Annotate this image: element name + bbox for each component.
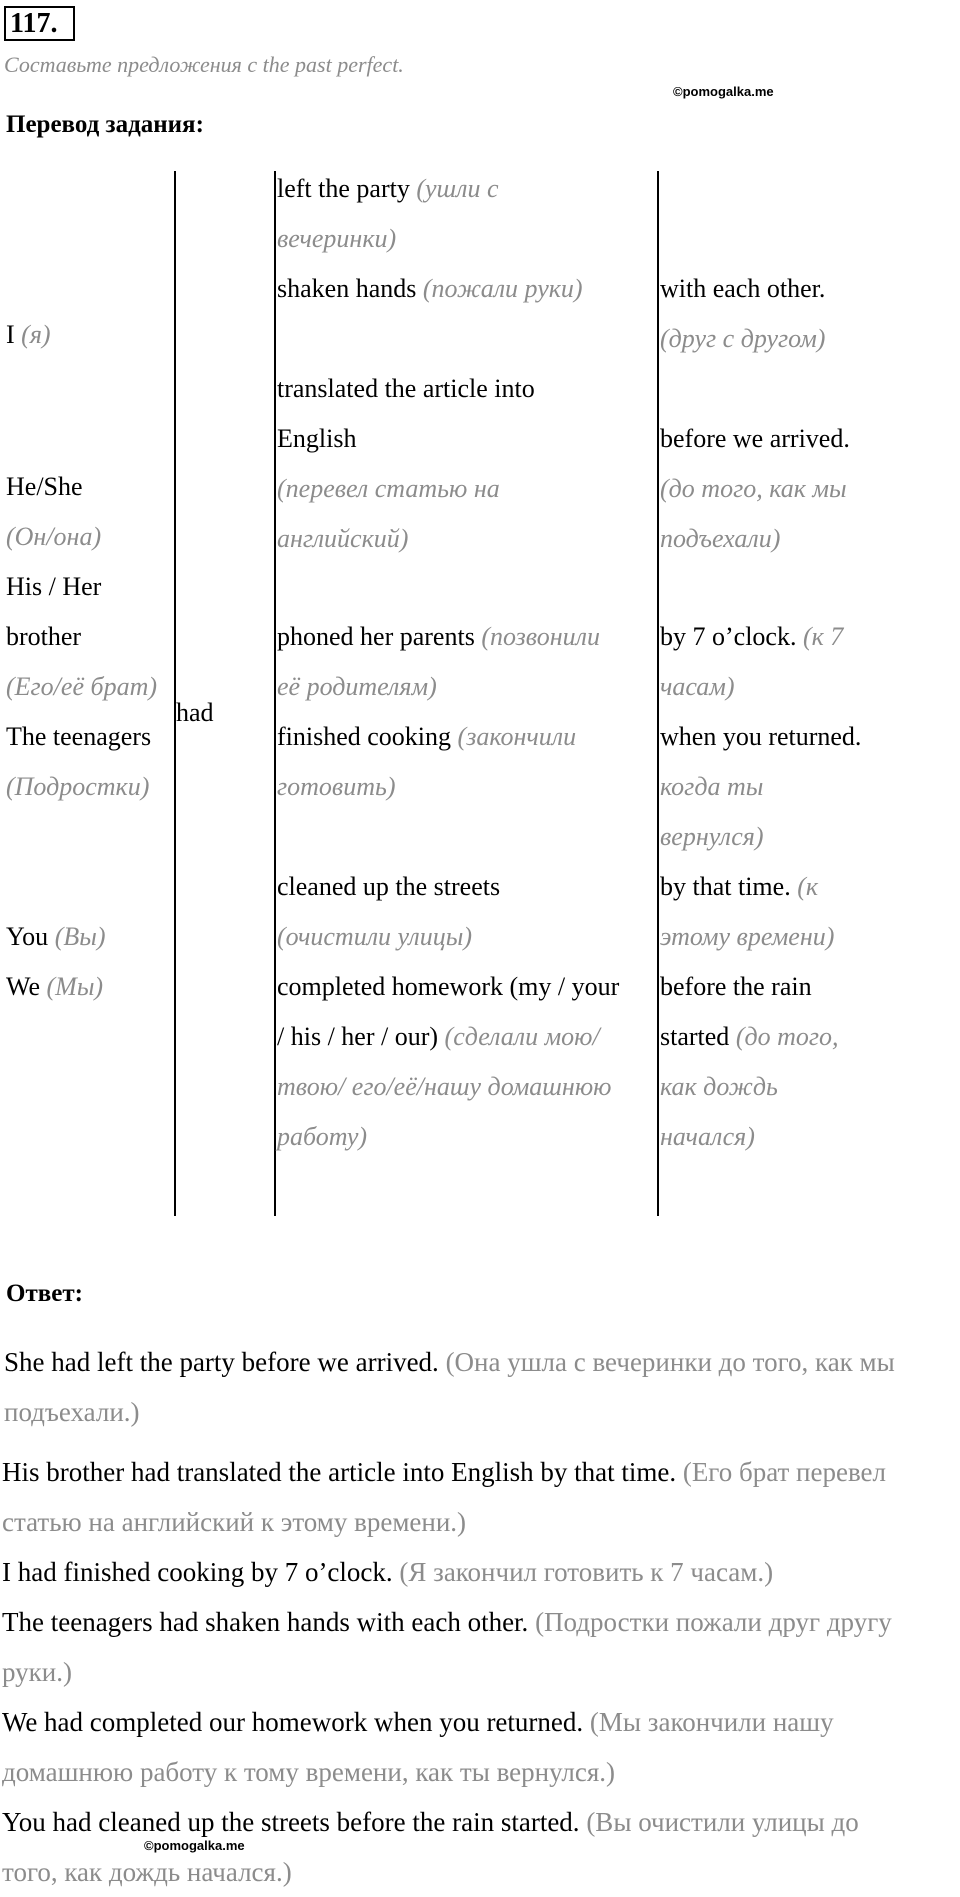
cell-russian-text: готовить) <box>277 772 396 801</box>
table-cell-col1-6 <box>6 712 151 762</box>
answer-line <box>4 1387 140 1437</box>
table-cell-col4-0 <box>660 264 825 314</box>
cell-russian-text: (Мы) <box>46 972 104 1001</box>
answer-line <box>2 1547 773 1597</box>
answer-russian-text: (Подростки пожали друг другу <box>535 1607 892 1637</box>
cell-russian-text: подъехали) <box>660 524 781 553</box>
watermark-bottom: ©pomogalka.me <box>144 1838 245 1853</box>
table-cell-col1-3 <box>6 562 101 612</box>
answer-line <box>2 1847 292 1897</box>
table-cell-col3-12 <box>277 912 472 962</box>
answer-russian-text: (Мы закончили нашу <box>589 1707 834 1737</box>
table-cell-col1-1 <box>6 462 83 512</box>
cell-english-text: You <box>6 922 49 951</box>
table-cell-col3-9 <box>277 712 576 762</box>
cell-russian-text: часам) <box>660 672 735 701</box>
translation-heading: Перевод задания: <box>6 111 204 138</box>
cell-english-text: finished cooking <box>277 722 452 751</box>
answer-russian-text: подъехали.) <box>4 1397 140 1427</box>
answer-line <box>2 1797 859 1847</box>
table-cell-col1-5 <box>6 662 157 712</box>
cell-english-text: cleaned up the streets <box>277 872 501 901</box>
answer-russian-text: (Она ушла с вечеринки до того, как мы <box>445 1347 895 1377</box>
table-cell-col3-15 <box>277 1062 612 1112</box>
table-cell-col4-3 <box>660 464 847 514</box>
cell-english-text: before the rain <box>660 972 812 1001</box>
cell-russian-text: её родителям) <box>277 672 437 701</box>
cell-english-text: started <box>660 1022 730 1051</box>
table-cell-col4-5 <box>660 612 843 662</box>
cell-english-text: completed homework (my / your <box>277 972 620 1001</box>
table-cell-col3-10 <box>277 762 395 812</box>
cell-english-text: with each other. <box>660 274 826 303</box>
table-cell-col4-13 <box>660 1012 839 1062</box>
cell-russian-text: (позвонили <box>481 622 600 651</box>
table-cell-col4-9 <box>660 812 764 862</box>
table-cell-col4-15 <box>660 1112 755 1162</box>
answer-line <box>2 1447 886 1497</box>
answer-russian-text: того, как дождь начался.) <box>2 1857 292 1887</box>
cell-russian-text: (до того, как мы <box>660 474 847 503</box>
cell-russian-text: (до того, <box>735 1022 839 1051</box>
cell-english-text: by that time. <box>660 872 791 901</box>
cell-english-text: phoned her parents <box>277 622 475 651</box>
answer-line <box>2 1697 834 1747</box>
table-cell-col3-7 <box>277 612 600 662</box>
cell-english-text: before we arrived. <box>660 424 850 453</box>
cell-english-text: when you returned. <box>660 722 862 751</box>
table-cell-col4-8 <box>660 762 763 812</box>
answer-english-text: I had finished cooking by 7 o’clock. <box>2 1557 393 1587</box>
answer-line <box>4 1337 895 1387</box>
answer-russian-text: (Я закончил готовить к 7 часам.) <box>399 1557 774 1587</box>
cell-russian-text: (друг с другом) <box>660 324 826 353</box>
cell-english-text: translated the article into <box>277 374 535 403</box>
cell-russian-text: (очистили улицы) <box>277 922 472 951</box>
cell-english-text: by 7 o’clock. <box>660 622 797 651</box>
cell-russian-text: (сделали мою/ <box>444 1022 600 1051</box>
cell-russian-text: вернулся) <box>660 822 764 851</box>
table-cell-col4-4 <box>660 514 780 564</box>
cell-russian-text: вечеринки) <box>277 224 397 253</box>
table-cell-col3-6 <box>277 514 408 564</box>
table-cell-col4-1 <box>660 314 825 364</box>
cell-russian-text: английский) <box>277 524 409 553</box>
answer-russian-text: (Его брат перевел <box>682 1457 887 1487</box>
cell-english-text: The teenagers <box>6 722 152 751</box>
table-cell-col4-6 <box>660 662 735 712</box>
cell-english-text: left the party <box>277 174 410 203</box>
cell-russian-text: твою/ его/её/нашу домашнюю <box>277 1072 612 1101</box>
answer-russian-text: руки.) <box>2 1657 72 1687</box>
table-cell-col3-2 <box>277 264 583 314</box>
table-cell-col4-2 <box>660 414 850 464</box>
exercise-number: 117. <box>4 6 75 41</box>
answer-line <box>2 1647 72 1697</box>
cell-russian-text: (ушли с <box>416 174 499 203</box>
cell-russian-text: (к 7 <box>802 622 844 651</box>
table-cell-col4-14 <box>660 1062 778 1112</box>
answer-line <box>2 1497 466 1547</box>
cell-russian-text: когда ты <box>660 772 764 801</box>
cell-english-text: His / Her <box>6 572 102 601</box>
table-cell-col4-11 <box>660 912 834 962</box>
cell-english-text: We <box>6 972 40 1001</box>
cell-russian-text: (Он/она) <box>6 522 102 551</box>
table-cell-col3-3 <box>277 364 535 414</box>
answer-russian-text: статью на английский к этому времени.) <box>2 1507 467 1537</box>
table-divider-2 <box>274 171 276 1216</box>
answer-english-text: We had completed our homework when you returned. <box>2 1707 584 1737</box>
table-cell-col3-11 <box>277 862 500 912</box>
answer-english-text: The teenagers had shaken hands with each other. <box>2 1607 529 1637</box>
watermark-top: ©pomogalka.me <box>673 84 774 99</box>
cell-russian-text: (перевел статью на <box>277 474 500 503</box>
table-cell-col1-7 <box>6 762 149 812</box>
cell-russian-text: (я) <box>21 320 51 349</box>
answer-english-text: She had left the party before we arrived. <box>4 1347 439 1377</box>
answer-english-text: You had cleaned up the streets before the rain started. <box>2 1807 580 1837</box>
cell-english-text: English <box>277 424 357 453</box>
cell-russian-text: (к <box>797 872 819 901</box>
table-cell-col3-0 <box>277 164 499 214</box>
cell-english-text: He/She <box>6 472 83 501</box>
answer-line <box>2 1747 615 1797</box>
table-cell-col3-14 <box>277 1012 600 1062</box>
exercise-instruction: Составьте предложения с the past perfect. <box>4 52 404 77</box>
table-cell-col1-0 <box>6 310 51 360</box>
table-divider-3 <box>657 171 659 1216</box>
answer-russian-text: (Вы очистили улицы до <box>586 1807 859 1837</box>
table-cell-col3-4 <box>277 414 356 464</box>
table-cell-col1-4 <box>6 612 81 662</box>
table-cell-col3-16 <box>277 1112 367 1162</box>
table-cell-col1-9 <box>6 962 103 1012</box>
table-cell-col1-8 <box>6 912 106 962</box>
table-cell-col4-7 <box>660 712 861 762</box>
cell-russian-text: (Его/её брат) <box>6 672 157 701</box>
cell-russian-text: (пожали руки) <box>422 274 583 303</box>
cell-russian-text: (закончили <box>457 722 577 751</box>
cell-russian-text: (Подростки) <box>6 772 150 801</box>
table-cell-col3-1 <box>277 214 396 264</box>
cell-english-text: / his / her / our) <box>277 1022 439 1051</box>
answer-line <box>2 1597 892 1647</box>
cell-english-text: shaken hands <box>277 274 417 303</box>
cell-english-text: brother <box>6 622 82 651</box>
table-cell-col1-2 <box>6 512 101 562</box>
table-cell-col3-5 <box>277 464 500 514</box>
table-cell-col4-12 <box>660 962 812 1012</box>
cell-english-text: I <box>6 320 15 349</box>
answer-russian-text: домашнюю работу к тому времени, как ты вернулся.) <box>2 1757 616 1787</box>
table-cell-col4-10 <box>660 862 818 912</box>
table-cell-col3-13 <box>277 962 619 1012</box>
table-cell-col3-8 <box>277 662 437 712</box>
cell-russian-text: начался) <box>660 1122 755 1151</box>
answer-english-text: His brother had translated the article into English by that time. <box>2 1457 677 1487</box>
cell-russian-text: этому времени) <box>660 922 835 951</box>
answer-heading: Ответ: <box>6 1280 83 1307</box>
cell-russian-text: (Вы) <box>54 922 106 951</box>
cell-russian-text: работу) <box>277 1122 368 1151</box>
table-cell-had: had <box>176 698 214 727</box>
cell-russian-text: как дождь <box>660 1072 778 1101</box>
